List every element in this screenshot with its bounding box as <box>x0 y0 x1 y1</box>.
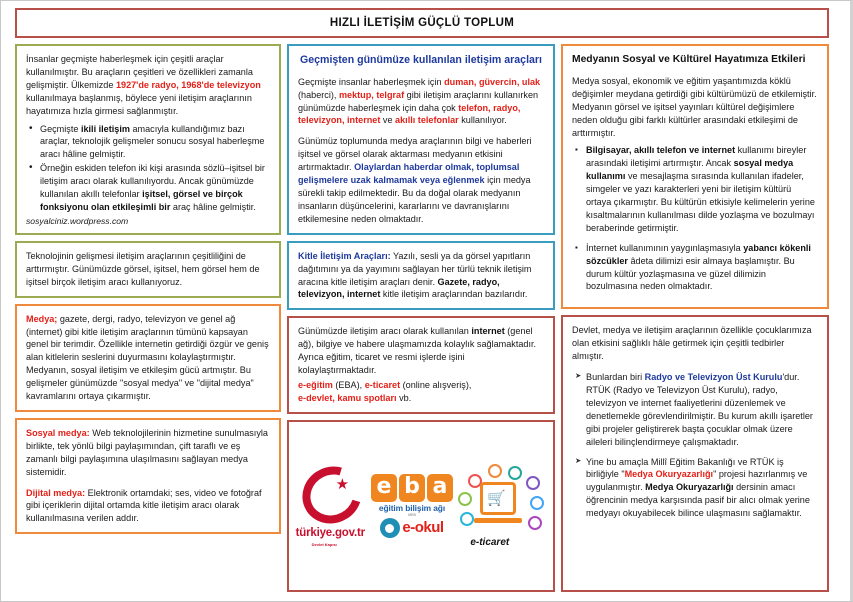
e-ticaret-logo <box>454 464 546 548</box>
left-box3-text: gazete, dergi, radyo, televizyon ve genel ağ (internet) gibi kitle iletişim araçlarının tümünü kapsayan genel bir terimdir. Özellikle internetin getirdiği özgür ve geniş alan kitlelerin seslerini duyurmasını kolaylaştırmıştır. Medyanın, sosyal iletişim ve etkileşim gücü artmıştır. Bu gelişmeler günümüzde "sosyal medya" ve "dijital medya" kavramlarını ortaya çıkarmıştır. <box>26 313 269 402</box>
eba-letter-e: e <box>371 474 397 502</box>
mid-b1-red1: duman, güvercin, ulak <box>444 76 541 87</box>
mid-box3-paragraph-2 <box>298 379 544 405</box>
mid-box2-bold: Gazete, radyo, televizyon, internet <box>298 276 500 300</box>
mid-box2-paragraph <box>298 250 544 302</box>
mid-box3-bold: internet <box>471 326 505 337</box>
left-box-medya-definition <box>15 304 281 412</box>
right-box2-b2-b: " projesi hazırlanmış ve uygulanmıştır. <box>586 469 808 493</box>
eba-tiles <box>371 474 453 502</box>
right-b1-text-d: ve mesajlaşma sırasında kullanılan ifadeler, simgeler ve yazı karakterleri yeni bir iletişim kültürü ortaya çıkarmıştır. Bu kültürün etkisiyle kelimelerin yerine kısaltmalarının kullanılması dilde yozlaşma ve bozulmayı beraberinde getirmiştir. <box>586 171 815 233</box>
mid-b1-p1e: kullanılıyor. <box>458 115 507 126</box>
page-title: HIZLI İLETİŞİM GÜÇLÜ TOPLUM <box>329 17 515 29</box>
right-b2-text-a: İnternet kullanımının yaygınlaşmasıyla <box>586 242 744 253</box>
bubble-icon-bag <box>488 464 502 478</box>
right-box2-paragraph: Devlet, medya ve iletişim araçlarının özellikle çocuklarımıza olan etkisini sağlıklı hâle getirmek için çeşitli tedbirler almıştır. <box>572 325 812 362</box>
right-b2-text-c: âdeta dilimizi esir almaya başlamıştır. Bu durum kültür yozlaşmasına ve güzel dilimizin bozulmasına neden olmaktadır. <box>586 255 795 292</box>
right-b1-bold-a: Bilgisayar, akıllı telefon ve internet <box>586 145 736 156</box>
left-box4-term-digital: Dijital medya: <box>26 487 86 498</box>
right-b2-bold-b: yabancı kökenli sözcükler <box>586 242 811 266</box>
left-box4-term-social: Sosyal medya: <box>26 427 90 438</box>
left-box4-paragraph-1 <box>26 427 270 479</box>
left-box1-b2-c: araç hâline gelmiştir. <box>170 201 256 212</box>
right-box2-b1-b: 'dur. RTÜK (Radyo ve Televizyon Üst Kurulu), radyo, televizyon ve internet faaliyetlerini düzenlemek ve denetlemekle görevlendirilmiştir. Bu kurum akıllı işaretler gibi projeler geliştirerek başta çocuklar olmak üzere aileleri bilinçlendirmeye çalışmaktadır. <box>586 372 813 447</box>
mid-b1-p1a: Geçmişte insanlar haberleşmek için <box>298 76 445 87</box>
mid-box-mass-media-tools <box>287 241 555 311</box>
list-item <box>586 371 818 448</box>
turkiye-gov-tr-sublabel: Devlet Kapısı <box>311 541 337 547</box>
right-b1-text-b: kullanımı bireyler arasındaki iletişimi artırmıştır. Ancak <box>586 145 807 169</box>
left-box1-bullet-list <box>26 123 270 214</box>
list-item <box>40 162 270 214</box>
right-box2-b2-c: dersinin amacı öğrencinin medya karşısında pasif bir alıcı olmak yerine medyayı okuyabilecek bilince ulaşmasını sağlamaktır. <box>586 482 810 519</box>
left-box1-text-a: İnsanlar geçmişte haberleşmek için çeşitli araçlar kullanılmıştır. Bu araçların çeşitleri ve özellikleri zamanla gelişmiştir. Ülkemizde <box>26 54 253 90</box>
right-box2-b2-project: Medya Okuryazarlığı <box>624 469 714 480</box>
left-column <box>15 44 281 592</box>
right-box2-b2-a: Yine bu amaçla Millî Eğitim Bakanlığı ve RTÜK iş birliğiyle " <box>586 456 784 480</box>
left-box-technology-variety <box>15 241 281 298</box>
mid-box-internet-services <box>287 316 555 413</box>
left-box-communication-history <box>15 44 281 235</box>
right-box2-b1-rtuk: Radyo ve Televizyon Üst Kurulu <box>644 372 783 383</box>
eba-letter-a: a <box>427 474 453 502</box>
bubble-icon-truck <box>528 516 542 530</box>
mid-box2-text-c: kitle iletişim araçlarından bazılarıdır. <box>380 289 528 300</box>
right-box2-bullet-list <box>572 371 818 520</box>
mid-box3-paragraph-1 <box>298 325 544 377</box>
left-box1-highlight-dates: 1927'de radyo, 1968'de televizyon <box>115 79 261 90</box>
right-box2-b1-a: Bunlardan biri <box>586 372 645 383</box>
middle-column <box>287 44 555 592</box>
mid-box3-red-devlet: e-devlet, kamu spotları <box>298 392 397 403</box>
bubble-icon-card <box>508 466 522 480</box>
mid-box3-text-c: (genel ağ), bilgiye ve habere ulaşmamızda kolaylık sağlamaktadır. Ayrıca eğitim, ticaret ve resmi işlerde işini kolaylaştırmaktadır. <box>298 326 537 376</box>
mid-box3-p2a: (EBA), <box>332 379 365 390</box>
page-content <box>15 8 829 594</box>
list-item <box>40 123 270 162</box>
mid-box2-term: Kitle İletişim Araçları: <box>298 250 391 261</box>
left-box4-paragraph-2 <box>26 487 270 526</box>
left-box1-text-b: kullanılmaya başlanmış, böylece yeni iletişim araçlarının hayatımıza hızla girmesi sağlanmıştır. <box>26 92 252 116</box>
mid-box-logos <box>287 420 555 592</box>
left-box3-paragraph <box>26 313 270 403</box>
bubble-icon-clock <box>530 496 544 510</box>
mid-box3-text-a: Günümüzde iletişim aracı olarak kullanılan <box>298 326 472 337</box>
mid-b1-p1d: ve <box>380 115 396 126</box>
crescent-icon <box>292 456 371 534</box>
e-okul-logo <box>380 518 443 538</box>
mid-b1-blue: Olaylardan haberdar olmak, toplumsal gelişmelere uzak kalmamak veya eğlenmek <box>298 162 520 186</box>
left-box4-text-social: Web teknolojilerinin hizmetine sunulmasıyla birlikte, tek yönlü bilgi paylaşımından, çift taraflı ve eş zamanlı bilgi paylaşımına ulaşılmasını sağlayan medya sistemidir. <box>26 427 268 477</box>
e-ticaret-mark <box>454 464 546 548</box>
left-box-social-digital-media <box>15 418 281 534</box>
monitor-stand <box>474 518 522 523</box>
list-item <box>586 144 818 234</box>
mid-b1-red3: telefon, radyo, televizyon, internet <box>298 102 521 126</box>
mid-box2-text-a: Yazılı, sesli ya da görsel yapıtların dağıtımını ya da yayımını sağlayan her türlü teknik iletişim aracına kitle iletişim araçları denir. <box>298 250 532 287</box>
e-okul-label <box>402 519 443 536</box>
shopping-cart-icon: 🛒 <box>487 489 506 507</box>
left-box4-text-digital: Elektronik ortamdaki; ses, video ve fotoğraf gibi içeriklerin dijital ortamda kitle iletişim aracı olarak kullanılmasına verilen addır. <box>26 487 262 524</box>
list-item <box>586 242 818 294</box>
mid-box-communication-tools <box>287 44 555 235</box>
bubble-icon-tag <box>526 476 540 490</box>
e-ticaret-label: e-ticaret <box>470 536 510 548</box>
left-box3-term: Medya; <box>26 313 58 324</box>
mid-b1-p1b: (haberci), <box>298 89 339 100</box>
turkiye-gov-tr-mark <box>296 465 370 547</box>
page-title-box <box>15 8 829 38</box>
mid-b1-p2b: için medya sürekli takip edilmektedir. Bu da doğal olarak medyanın insanların düşüncelerini, kararlarını ve davranışlarını etkilemesine neden olmaktadır. <box>298 175 531 224</box>
eba-letter-b: b <box>399 474 425 502</box>
mid-b1-red2: mektup, telgraf <box>338 89 405 100</box>
mid-b1-p1c: gibi iletişim araçlarını kullanırken günümüzde haberleşmek için daha çok <box>298 89 539 113</box>
right-box-media-effects <box>561 44 829 309</box>
turkiye-gov-tr-label: türkiye.gov.tr <box>295 526 365 539</box>
right-box2-b2-bold: Medya Okuryazarlığı <box>645 482 734 493</box>
eba-logo <box>371 474 453 538</box>
left-box1-b2-bold: işitsel, görsel ve birçok fonksiyonu olan etkileşimli bir <box>40 189 243 212</box>
mid-box3-red-ticaret: e-ticaret <box>364 379 401 390</box>
right-box1-bullet-list <box>572 144 818 293</box>
right-box1-heading: Medyanın Sosyal ve Kültürel Hayatımıza Etkileri <box>572 54 806 65</box>
right-column <box>561 44 829 592</box>
bubble-icon-lock <box>458 492 472 506</box>
mid-box3-p2b: (online alışveriş), <box>400 379 472 390</box>
three-column-layout <box>15 44 829 592</box>
mid-box1-paragraph-1 <box>298 76 544 128</box>
mid-box3-p2c: vb. <box>396 392 412 403</box>
mid-box1-paragraph-2 <box>298 135 544 225</box>
mid-b1-red4: akıllı telefonlar <box>395 115 459 126</box>
meb-label: MEB <box>408 512 416 517</box>
left-box1-b2-a: Örneğin eskiden telefon iki kişi arasında sözlü–işitsel bir iletişim aracı olarak kullanılıyordu. Ancak günümüzde kullanılan akıllı telefonlar <box>40 163 265 200</box>
left-box2-paragraph: Teknolojinin gelişmesi iletişim araçlarının çeşitliliğini de arttırmıştır. Günümüzde görsel, işitsel, hem görsel hem de işitsel birçok iletişim aracı kullanıyoruz. <box>26 250 260 287</box>
bubble-icon-support <box>460 512 474 526</box>
eba-caption: eğitim bilişim ağı <box>378 502 446 513</box>
mid-b1-p2a: Günümüz toplumunda medya araçlarının bilgi ve haberleri işitsel ve görsel olarak aktarması medyanın etkisini artırmaktadır. <box>298 136 532 173</box>
list-item <box>586 456 818 521</box>
turkiye-gov-tr-logo <box>296 465 370 547</box>
right-box-state-measures <box>561 315 829 592</box>
right-box1-paragraph: Medya sosyal, ekonomik ve eğitim yaşantımızda köklü değişimler meydana getirdiği gibi kültürümüzü de etkilemiştir. Medyanın görsel ve işitsel yayınları kültürel değişimlere neden olduğu gibi farklı kültürler arasındaki etkileşimi de arttırmıştır. <box>572 75 817 138</box>
left-box1-b1-bold: ikili iletişim <box>80 123 130 134</box>
right-b1-bold-c: sosyal medya kullanımı <box>586 158 794 182</box>
mid-box1-heading: Geçmişten günümüze kullanılan iletişim araçları <box>300 54 542 66</box>
mid-box3-red-egitim: e-eğitim <box>298 379 333 390</box>
e-okul-icon <box>380 518 400 538</box>
left-box1-paragraph <box>26 53 270 118</box>
left-box1-source: sosyalciniz.wordpress.com <box>26 215 129 226</box>
left-box1-b1-c: amacıyla kullandığımız bazı araçlar, teknolojik gelişmeler sonucu sosyal haberleşme aracı hâline gelmiştir. <box>40 123 265 160</box>
e-okul-label-text: e-okul <box>402 519 444 537</box>
left-box1-b1-a: Geçmişte <box>40 123 81 134</box>
